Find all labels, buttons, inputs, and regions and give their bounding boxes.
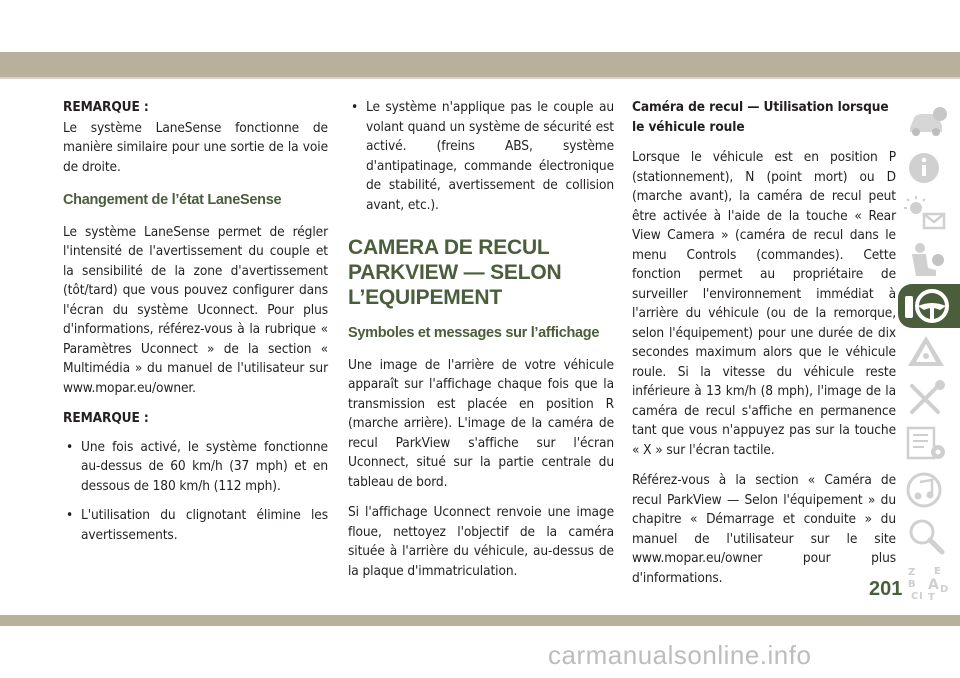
- tab-driving[interactable]: [898, 284, 960, 328]
- magnifier-search-icon: [902, 516, 952, 556]
- subsection-heading-moving: Caméra de recul — Utilisation lorsque le véhicule roule: [632, 99, 889, 135]
- header-band: [0, 52, 960, 77]
- list-item: • Le système n'applique pas le couple au volant quand un système de sécurité est activé. (freins ABS, système d'antipatinage, commande électronique de stabilité, avertissement de collision avant, etc.).: [348, 98, 614, 215]
- maintenance-checklist-icon: [902, 424, 952, 464]
- tab-vehicle[interactable]: [898, 100, 960, 144]
- warning-lights-message-icon: [902, 194, 952, 234]
- index-letter: A: [928, 577, 939, 593]
- tab-warning-lights[interactable]: [898, 192, 960, 236]
- note-text: Le système LaneSense fonctionne de manière similaire pour une sortie de la voie de droite.: [63, 119, 328, 175]
- tab-emergency[interactable]: [898, 330, 960, 374]
- camera-paragraph-2: Si l'affichage Uconnect renvoie une image floue, nettoyez l'objectif de la caméra située à l'arrière du véhicule, au-dessus de la plaque d'immatriculation.: [348, 504, 614, 579]
- tools-icon: [902, 378, 952, 418]
- column-right: [632, 98, 896, 599]
- seat-airbag-icon: [902, 240, 952, 280]
- index-letter: D: [940, 584, 949, 595]
- header-rule: [0, 77, 960, 79]
- index-letter: T: [928, 592, 935, 602]
- note-label: REMARQUE :: [63, 99, 149, 115]
- tab-multimedia[interactable]: [898, 468, 960, 512]
- tab-technical[interactable]: [898, 422, 960, 466]
- list-item: • Une fois activé, le système fonctionne au-dessus de 60 km/h (37 mph) et en dessous de 180 km/h (112 mph).: [63, 438, 328, 497]
- moving-paragraph-1: Lorsque le véhicule est en position P (stationnement), N (point mort) ou D (marche avant), la caméra de recul peut être activée à l'aide de la touche « Rear View Camera » (caméra de recul dans le menu Controls (commandes). Cette fonction permet au propriétaire de surveiller l'environnement immédiat à l'arrière du véhicule (ou de la remorque, selon l'équipement) pour une durée de dix secondes maximum alors que le véhicule roule. Si la vitesse du véhicule reste inférieure à 13 km/h (8 mph), l'image de la caméra de recul s'affiche en permanence tant que vous n'appuyez pas sur la touche « X » sur l'écran tactile.: [632, 149, 896, 458]
- top-margin: [0, 0, 960, 52]
- tab-index-search[interactable]: [898, 514, 960, 558]
- car-info-icon: [902, 102, 952, 142]
- continued-bullets: [348, 98, 614, 215]
- section-heading-symbols: Symboles et messages sur l’affichage: [348, 325, 600, 341]
- multimedia-icon: [902, 470, 952, 510]
- tab-servicing[interactable]: [898, 376, 960, 420]
- chapter-tabs: [898, 100, 960, 606]
- hazard-road-icon: [902, 332, 952, 372]
- tab-info[interactable]: [898, 146, 960, 190]
- page-number: 201: [869, 578, 903, 600]
- index-letters-icon: [902, 562, 952, 602]
- steering-wheel-icon: [902, 286, 952, 326]
- list-item: • L'utilisation du clignotant élimine les avertissements.: [63, 506, 328, 545]
- moving-paragraph-2: Référez-vous à la section « Caméra de recul ParkView — Selon l'équipement » du chapitre « Démarrage et conduite » du manuel de l'utilisateur sur le site www.mopar.eu/owner pour plus d'informations.: [632, 472, 896, 586]
- section-heading-lanesense: Changement de l’état LaneSense: [63, 192, 282, 208]
- index-letter: E: [934, 566, 941, 577]
- index-letter: B: [908, 579, 916, 590]
- note-bullets: [63, 438, 328, 546]
- column-left: [63, 98, 328, 555]
- lanesense-paragraph: Le système LaneSense permet de régler l'intensité de l'avertissement du couple et la sensibilité de la zone d'avertissement (tôt/tard) que vous pouvez configurer dans l'écran du système Uconnect. Pour plus d'informations, référez-vous à la rubrique « Paramètres Uconnect » de la section « Multimédia » du manuel de l'utilisateur sur www.mopar.eu/owner.: [63, 223, 328, 396]
- index-letter: Z: [908, 567, 916, 578]
- note-label-2: REMARQUE :: [63, 410, 149, 426]
- index-letter: C: [911, 591, 919, 602]
- footer-band: [0, 615, 960, 626]
- column-middle: [348, 98, 614, 592]
- tab-index[interactable]: [898, 560, 960, 604]
- tab-safety[interactable]: [898, 238, 960, 282]
- camera-paragraph-1: Une image de l'arrière de votre véhicule apparaît sur l'affichage chaque fois que la transmission est placée en position R (marche arrière). L'image de la caméra de recul ParkView s'affiche sur l'écran Uconnect, situé sur la partie centrale du tableau de bord.: [348, 356, 614, 490]
- watermark: carmanualsonline.info: [548, 640, 812, 670]
- index-letter: I: [919, 591, 923, 602]
- info-icon: [902, 148, 952, 188]
- chapter-heading-camera: CAMERA DE RECUL PARKVIEW — SELON L’EQUIPEMENT: [348, 236, 562, 309]
